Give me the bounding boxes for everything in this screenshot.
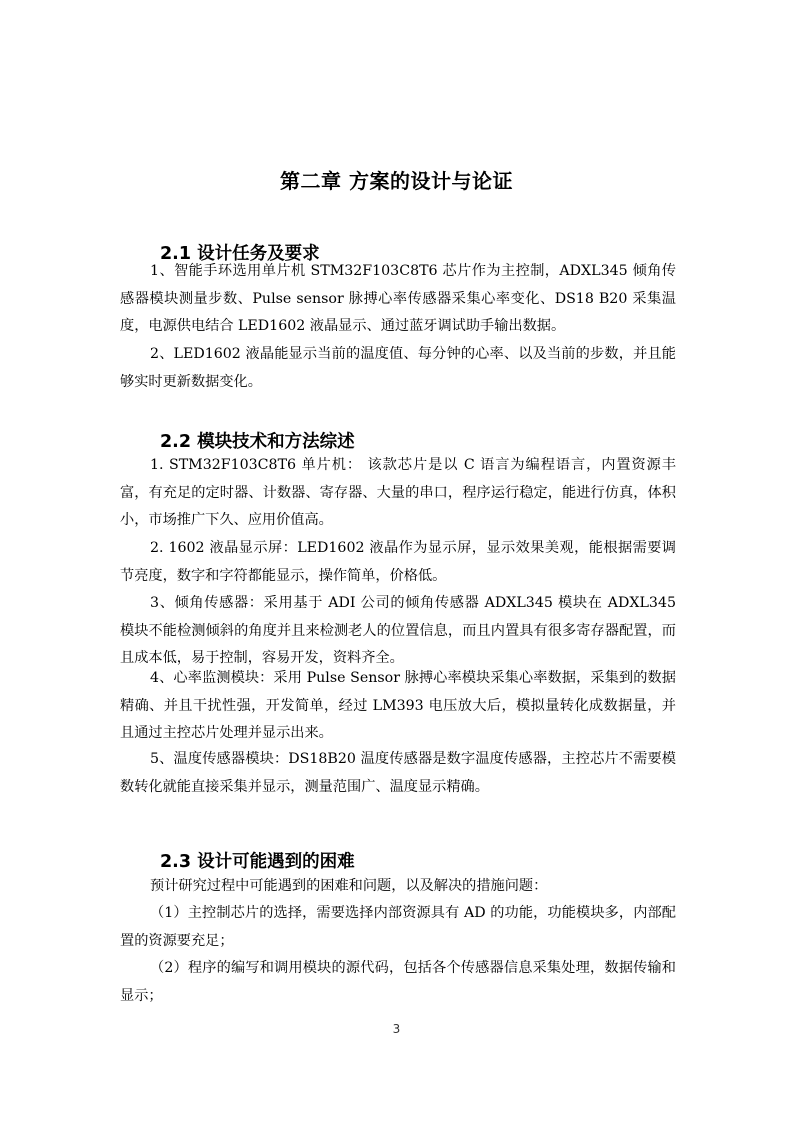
section-title-2-2: 2.2 模块技术和方法综述 — [160, 432, 355, 452]
page-number: 3 — [392, 1022, 401, 1036]
paragraph: 3、倾角传感器：采用基于 ADI 公司的倾角传感器 ADXL345 模块在 ADXL345 模块不能检测倾斜的角度并且来检测老人的位置信息，而且内置具有很多寄存器配置，而且成本低，易于控制，容易开发，资料齐全。 — [120, 595, 676, 666]
paragraph: 1. STM32F103C8T6 单片机： 该款芯片是以 C 语言为编程语言，内置资源丰富，有充足的定时器、计数器、寄存器、大量的串口，程序运行稳定，能进行仿真，体积小，市场推广下久、应用价值高。 — [120, 457, 676, 528]
paragraph: （1）主控制芯片的选择，需要选择内部资源具有 AD 的功能，功能模块多，内部配置的资源要充足； — [120, 905, 676, 949]
chapter-title: 第二章 方案的设计与论证 — [280, 169, 513, 193]
paragraph: 1、智能手环选用单片机 STM32F103C8T6 芯片作为主控制，ADXL345 倾角传感器模块测量步数、Pulse sensor 脉搏心率传感器采集心率变化、DS18 B20 采集温度，电源供电结合 LED1602 液晶显示、通过蓝牙调试助手输出数据。 — [120, 263, 676, 334]
section-title-2-3: 2.3 设计可能遇到的困难 — [160, 852, 355, 872]
paragraph: （2）程序的编写和调用模块的源代码，包括各个传感器信息采集处理，数据传输和显示； — [120, 960, 676, 1004]
paragraph: 5、温度传感器模块：DS18B20 温度传感器是数字温度传感器，主控芯片不需要模数转化就能直接采集并显示，测量范围广、温度显示精确。 — [120, 751, 676, 795]
paragraph: 2、LED1602 液晶能显示当前的温度值、每分钟的心率、以及当前的步数，并且能够实时更新数据变化。 — [120, 346, 676, 390]
section-title-2-1: 2.1 设计任务及要求 — [160, 244, 320, 264]
paragraph: 4、心率监测模块：采用 Pulse Sensor 脉搏心率模块采集心率数据，采集到的数据精确、并且干扰性强，开发简单，经过 LM393 电压放大后，模拟量转化成数据量，并且通过主控芯片处理并显示出来。 — [120, 670, 676, 741]
paragraph: 2. 1602 液晶显示屏：LED1602 液晶作为显示屏，显示效果美观，能根据需要调节亮度，数字和字符都能显示，操作简单，价格低。 — [120, 540, 676, 584]
paragraph: 预计研究过程中可能遇到的困难和问题，以及解决的措施问题： — [150, 878, 548, 894]
